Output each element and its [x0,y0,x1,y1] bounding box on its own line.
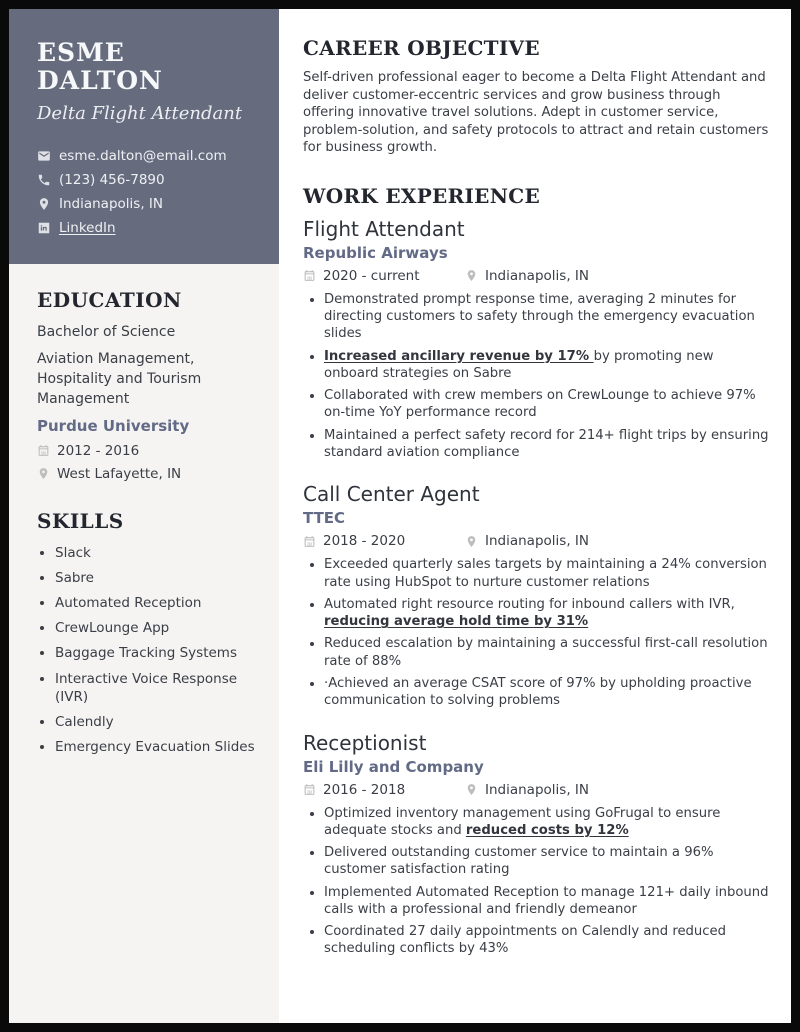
job-bullet [324,805,771,840]
skill-item: • Emergency Evacuation Slides [55,738,257,756]
education-heading: EDUCATION [37,288,182,312]
job-title: Call Center Agent [303,482,480,507]
sidebar-body [9,264,279,756]
main-column [279,9,791,1023]
contact-text: esme.dalton@email.com [59,148,227,164]
skill-item: • Calendly [55,713,257,731]
job-company: Eli Lilly and Company [303,757,484,776]
bullet-text: Coordinated 27 daily appointments on Calendly and reduced scheduling conflicts by 43% [324,924,727,957]
contact-text: (123) 456-7890 [59,172,165,188]
job-dates [303,533,465,549]
job-dates [303,268,465,284]
location-icon [465,783,478,796]
sidebar [9,9,279,1023]
bullet-text: by promoting new onboard strategies on Sabre [324,348,714,381]
job-meta [303,268,771,284]
bullet-text: Reduced escalation by maintaining a successful first-call resolution rate of 88% [324,636,768,669]
highlighted-text: reducing average hold time by 31% [324,614,589,630]
job-dates-text: 2016 - 2018 [323,781,406,798]
education-dates-text: 2012 - 2016 [57,442,140,459]
objective-section [303,36,771,157]
job-title: Receptionist [303,730,427,755]
job-dates [303,782,465,798]
education-section [37,288,257,482]
job-dates-text: 2018 - 2020 [323,533,406,550]
linkedin-icon [37,221,51,235]
job-bullet [324,387,771,422]
bullet-text: Optimized inventory management using GoFrugal to ensure adequate stocks and [324,805,721,838]
calendar-icon [303,269,316,282]
education-school: Purdue University [37,416,190,435]
objective-text: Self-driven professional eager to become a Delta Flight Attendant and deliver customer-eccentric services and grow business through offering innovative travel solutions. Adept in customer service, problem-solution, and safety protocols to attract and retain customers for business growth. [303,70,769,156]
contact-item [37,196,259,212]
location-icon [465,269,478,282]
skills-list [37,544,257,757]
skill-item: • CrewLounge App [55,619,257,637]
job-bullet [324,427,771,462]
resume-page [9,9,791,1023]
calendar-icon [303,783,316,796]
contact-list [37,148,259,236]
contact-item [37,220,259,236]
bullet-text: ·Achieved an average CSAT score of 97% by upholding proactive communication to solving problems [324,675,752,709]
job-title: Flight Attendant [303,216,465,241]
job-bullet [324,635,771,670]
person-headline: Delta Flight Attendant [37,103,243,124]
skills-section [37,509,257,757]
skill-item: • Automated Reception [55,594,257,612]
education-location [37,466,257,482]
job-location [465,782,589,798]
bullet-text: Exceeded quarterly sales targets by maintaining a 24% conversion rate using HubSpot to nurture customer relations [324,557,767,590]
job-entry [303,217,771,462]
phone-icon [37,173,51,187]
job-bullet [324,556,771,591]
job-bullets [303,556,771,709]
skills-heading: SKILLS [37,508,124,533]
location-icon [37,467,50,480]
job-bullet [324,348,771,383]
bullet-text: Delivered outstanding customer service to maintain a 96% customer satisfaction rating [324,845,714,878]
job-company: TTEC [303,509,346,528]
sidebar-header [9,9,279,264]
job-entry [303,482,771,709]
job-bullet [324,675,771,710]
contact-text: Indianapolis, IN [59,196,163,212]
job-dates-text: 2020 - current [323,267,420,284]
location-icon [37,197,51,211]
job-meta [303,782,771,798]
work-section [303,184,771,958]
bullet-text: Demonstrated prompt response time, averaging 2 minutes for directing customers to safety through the emergency evacuation slides [324,291,755,342]
job-bullets [303,291,771,462]
education-location-text: West Lafayette, IN [57,465,182,482]
location-icon [465,535,478,548]
job-location [465,533,589,549]
job-bullets [303,805,771,958]
job-location [465,268,589,284]
skill-item: • Baggage Tracking Systems [55,644,257,662]
contact-item [37,148,259,164]
job-bullet [324,596,771,631]
linkedin-link[interactable]: LinkedIn [59,220,116,236]
job-location-text: Indianapolis, IN [485,267,589,284]
job-bullet [324,923,771,958]
job-bullet [324,884,771,919]
skill-item: • Sabre [55,569,257,587]
job-location-text: Indianapolis, IN [485,781,589,798]
contact-item [37,172,259,188]
objective-heading: CAREER OBJECTIVE [303,36,540,60]
bullet-text: Automated right resource routing for inbound callers with IVR, [324,596,735,612]
bullet-text: Collaborated with crew members on CrewLounge to achieve 97% on-time YoY performance record [324,388,756,421]
education-field: Aviation Management, Hospitality and Tourism Management [37,350,202,407]
job-entry [303,731,771,958]
job-location-text: Indianapolis, IN [485,533,589,550]
highlighted-text: reduced costs by 12% [465,822,629,838]
job-bullet [324,291,771,343]
highlighted-text: Increased ancillary revenue by 17% [324,348,594,364]
bullet-text: Implemented Automated Reception to manage 121+ daily inbound calls with a professional and friendly demeanor [324,884,769,917]
email-icon [37,149,51,163]
job-company: Republic Airways [303,243,448,262]
work-heading: WORK EXPERIENCE [303,183,541,208]
job-list [303,217,771,958]
job-meta [303,533,771,549]
education-dates [37,443,257,459]
person-name: ESME DALTON [37,38,163,95]
skill-item: • Slack [55,544,257,562]
bullet-text: Maintained a perfect safety record for 214+ flight trips by ensuring standard aviation compliance [324,427,769,460]
skill-item: • Interactive Voice Response (IVR) [55,670,257,706]
calendar-icon [303,535,316,548]
job-bullet [324,844,771,879]
calendar-icon [37,444,50,457]
education-degree: Bachelor of Science [37,324,176,340]
